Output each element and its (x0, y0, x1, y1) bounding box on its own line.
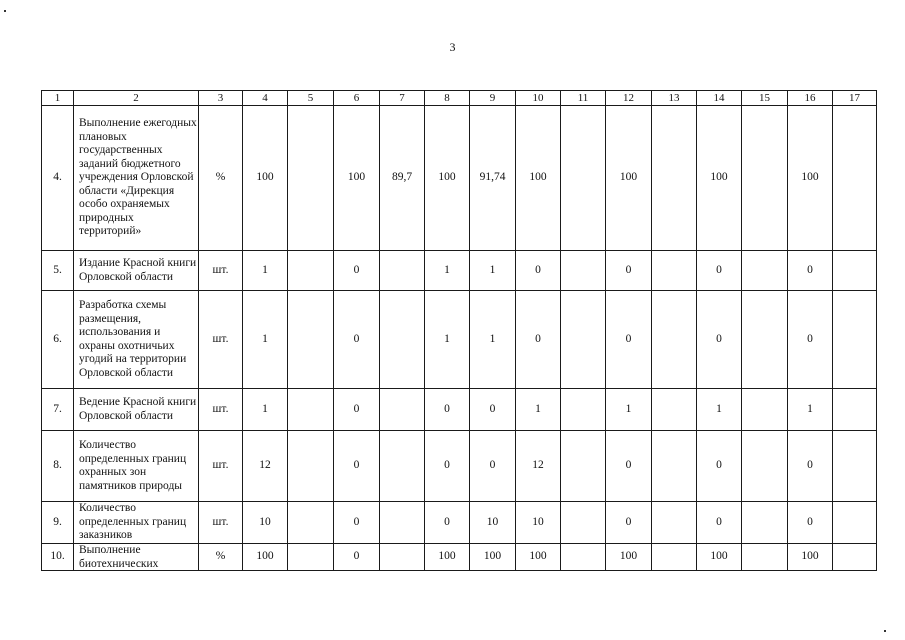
cell-text: Издание Красной книги Орловской области (79, 257, 197, 283)
column-number-cell: 7 (380, 91, 425, 106)
table-row (42, 502, 877, 544)
cell-text: 0 (716, 263, 722, 276)
value-cell (788, 389, 833, 431)
cell-text: 1 (489, 263, 496, 276)
cell-text: 0 (353, 263, 360, 276)
cell-text: 100 (710, 171, 728, 184)
value-cell (652, 106, 697, 251)
value-cell (288, 502, 334, 544)
value-cell (470, 544, 516, 571)
value-cell (380, 106, 425, 251)
value-cell (833, 431, 877, 502)
value-cell (288, 106, 334, 251)
cell-text: 100 (256, 550, 274, 563)
cell-text: 100 (347, 171, 366, 184)
column-number-cell: 6 (334, 91, 380, 106)
cell-text: 9. (53, 515, 62, 528)
cell-text: 0 (353, 402, 360, 415)
row-number-cell (42, 106, 74, 251)
cell-text: % (215, 171, 226, 184)
cell-text: 0 (625, 332, 632, 345)
cell-text: 0 (489, 459, 496, 472)
cell-text: Выполнение ежегодных плановых государственных заданий бюджетного учреждения Орловской области «Дирекция особо охраняемых природных территорий» (79, 117, 197, 238)
value-cell (561, 106, 606, 251)
cell-text: 0 (353, 550, 360, 563)
scan-speck (884, 630, 886, 632)
cell-text: 8. (53, 459, 62, 472)
value-cell (561, 251, 606, 291)
cell-text: 0 (625, 263, 632, 276)
column-number-cell: 2 (74, 91, 199, 106)
value-cell (470, 251, 516, 291)
value-cell (288, 389, 334, 431)
value-cell (833, 291, 877, 389)
value-cell (697, 431, 742, 502)
cell-text: 1 (535, 402, 541, 415)
value-cell (516, 431, 561, 502)
value-cell (288, 431, 334, 502)
cell-text: 100 (529, 171, 547, 184)
value-cell (652, 544, 697, 571)
cell-text: 0 (444, 402, 450, 415)
value-cell (652, 291, 697, 389)
value-cell (243, 106, 288, 251)
column-number-cell: 12 (606, 91, 652, 106)
cell-text: шт. (212, 515, 229, 528)
cell-text: 7. (53, 402, 62, 415)
cell-text: 5. (53, 263, 62, 276)
cell-text: 1 (262, 402, 268, 415)
value-cell (788, 431, 833, 502)
value-cell (652, 431, 697, 502)
value-cell (742, 431, 788, 502)
value-cell (788, 251, 833, 291)
cell-text: 0 (444, 515, 450, 528)
column-number-cell: 4 (243, 91, 288, 106)
cell-text: 0 (444, 459, 450, 472)
indicators-table (41, 90, 877, 571)
cell-text: 0 (625, 515, 632, 528)
value-cell (470, 502, 516, 544)
table-row (42, 251, 877, 291)
cell-text: 12 (259, 459, 271, 472)
value-cell (288, 251, 334, 291)
value-cell (425, 106, 470, 251)
cell-text: 100 (438, 171, 456, 184)
unit-cell (199, 291, 243, 389)
value-cell (334, 389, 380, 431)
value-cell (243, 251, 288, 291)
cell-text: Выполнение биотехнических (79, 544, 159, 570)
value-cell (606, 431, 652, 502)
cell-text: 0 (807, 263, 813, 276)
indicator-name-cell (74, 502, 199, 544)
value-cell (470, 431, 516, 502)
indicator-name-cell (74, 251, 199, 291)
cell-text: Количество определенных границ заказников (79, 502, 187, 542)
value-cell (334, 544, 380, 571)
cell-text: 1 (625, 402, 632, 415)
cell-text: 1 (807, 402, 813, 415)
cell-text: шт. (212, 263, 229, 276)
cell-text: 0 (535, 332, 541, 345)
value-cell (652, 389, 697, 431)
cell-text: 1 (262, 263, 268, 276)
row-number-cell (42, 291, 74, 389)
value-cell (833, 389, 877, 431)
value-cell (833, 544, 877, 571)
cell-text: 10 (259, 515, 271, 528)
value-cell (561, 291, 606, 389)
indicator-name-cell (74, 544, 199, 571)
table-row (42, 431, 877, 502)
value-cell (606, 544, 652, 571)
unit-cell (199, 106, 243, 251)
indicator-name-cell (74, 431, 199, 502)
column-number-cell: 13 (652, 91, 697, 106)
value-cell (243, 544, 288, 571)
row-number-cell (42, 431, 74, 502)
cell-text: 0 (353, 332, 360, 345)
cell-text: 0 (807, 459, 813, 472)
column-number-cell: 3 (199, 91, 243, 106)
value-cell (334, 106, 380, 251)
cell-text: 100 (256, 171, 274, 184)
value-cell (425, 502, 470, 544)
cell-text: % (215, 550, 226, 563)
value-cell (788, 106, 833, 251)
cell-text: 0 (807, 332, 813, 345)
value-cell (288, 291, 334, 389)
unit-cell (199, 544, 243, 571)
value-cell (470, 106, 516, 251)
column-number-cell: 17 (833, 91, 877, 106)
cell-text: 10. (50, 550, 65, 563)
cell-text: 100 (619, 550, 638, 563)
value-cell (788, 502, 833, 544)
value-cell (470, 291, 516, 389)
cell-text: 100 (438, 550, 456, 563)
value-cell (742, 251, 788, 291)
cell-text: шт. (212, 332, 229, 345)
value-cell (697, 389, 742, 431)
unit-cell (199, 389, 243, 431)
value-cell (652, 502, 697, 544)
cell-text: 6. (53, 332, 62, 345)
column-number-cell: 5 (288, 91, 334, 106)
value-cell (516, 106, 561, 251)
value-cell (742, 544, 788, 571)
cell-text: 0 (535, 263, 541, 276)
value-cell (470, 389, 516, 431)
value-cell (561, 431, 606, 502)
table-row (42, 389, 877, 431)
value-cell (697, 544, 742, 571)
cell-text: 10 (532, 515, 544, 528)
row-number-cell (42, 502, 74, 544)
value-cell (516, 251, 561, 291)
value-cell (606, 502, 652, 544)
value-cell (243, 291, 288, 389)
cell-text: 100 (801, 171, 819, 184)
value-cell (697, 502, 742, 544)
cell-text: 100 (710, 550, 728, 563)
value-cell (425, 291, 470, 389)
column-number-cell: 10 (516, 91, 561, 106)
value-cell (833, 106, 877, 251)
value-cell (788, 291, 833, 389)
cell-text: 1 (489, 332, 496, 345)
column-number-cell: 8 (425, 91, 470, 106)
value-cell (243, 389, 288, 431)
value-cell (425, 431, 470, 502)
unit-cell (199, 502, 243, 544)
indicator-name-cell (74, 106, 199, 251)
cell-text: Ведение Красной книги Орловской области (79, 396, 197, 422)
table-row (42, 106, 877, 251)
value-cell (561, 544, 606, 571)
column-number-cell: 16 (788, 91, 833, 106)
column-number-row (42, 91, 877, 106)
column-number-cell: 15 (742, 91, 788, 106)
value-cell (606, 389, 652, 431)
column-number-cell: 9 (470, 91, 516, 106)
value-cell (425, 251, 470, 291)
value-cell (742, 106, 788, 251)
value-cell (652, 251, 697, 291)
cell-text: 0 (807, 515, 813, 528)
cell-text: 0 (716, 332, 722, 345)
unit-cell (199, 431, 243, 502)
cell-text: шт. (212, 459, 229, 472)
value-cell (380, 544, 425, 571)
value-cell (380, 431, 425, 502)
cell-text: 100 (529, 550, 547, 563)
column-number-cell: 11 (561, 91, 606, 106)
value-cell (288, 544, 334, 571)
value-cell (697, 106, 742, 251)
cell-text: 89,7 (391, 171, 413, 184)
cell-text: 12 (532, 459, 544, 472)
value-cell (334, 251, 380, 291)
cell-text: 100 (619, 171, 638, 184)
value-cell (516, 291, 561, 389)
row-number-cell (42, 544, 74, 571)
cell-text: 0 (353, 459, 360, 472)
table-row (42, 544, 877, 571)
value-cell (243, 431, 288, 502)
cell-text: 1 (444, 263, 450, 276)
cell-text: 0 (716, 515, 722, 528)
value-cell (697, 251, 742, 291)
cell-text: 4. (53, 171, 62, 184)
row-number-cell (42, 251, 74, 291)
value-cell (742, 291, 788, 389)
page-number: 3 (449, 40, 456, 54)
value-cell (516, 389, 561, 431)
value-cell (833, 502, 877, 544)
cell-text: 1 (716, 402, 722, 415)
value-cell (334, 291, 380, 389)
value-cell (697, 291, 742, 389)
cell-text: 0 (625, 459, 632, 472)
value-cell (606, 291, 652, 389)
row-number-cell (42, 389, 74, 431)
value-cell (425, 544, 470, 571)
table-row (42, 291, 877, 389)
cell-text: 10 (486, 515, 499, 528)
value-cell (606, 106, 652, 251)
value-cell (561, 389, 606, 431)
value-cell (516, 502, 561, 544)
value-cell (243, 502, 288, 544)
cell-text: 0 (716, 459, 722, 472)
value-cell (334, 431, 380, 502)
value-cell (380, 251, 425, 291)
column-number-cell: 14 (697, 91, 742, 106)
cell-text: 91,74 (479, 171, 506, 184)
column-number-cell: 1 (42, 91, 74, 106)
value-cell (833, 251, 877, 291)
unit-cell (199, 251, 243, 291)
cell-text: 1 (444, 332, 450, 345)
cell-text: Разработка схемы размещения, использования и охраны охотничьих угодий на территории Орловской области (79, 299, 187, 379)
cell-text: шт. (212, 402, 229, 415)
indicator-name-cell (74, 389, 199, 431)
value-cell (334, 502, 380, 544)
value-cell (606, 251, 652, 291)
cell-text: 100 (483, 550, 502, 563)
value-cell (516, 544, 561, 571)
value-cell (380, 389, 425, 431)
cell-text: 0 (489, 402, 496, 415)
cell-text: Количество определенных границ охранных зон памятников природы (79, 439, 187, 492)
value-cell (742, 389, 788, 431)
value-cell (380, 502, 425, 544)
scan-speck (4, 10, 6, 12)
indicator-name-cell (74, 291, 199, 389)
value-cell (561, 502, 606, 544)
cell-text: 100 (801, 550, 819, 563)
value-cell (788, 544, 833, 571)
cell-text: 0 (353, 515, 360, 528)
value-cell (425, 389, 470, 431)
cell-text: 1 (262, 332, 268, 345)
value-cell (380, 291, 425, 389)
value-cell (742, 502, 788, 544)
